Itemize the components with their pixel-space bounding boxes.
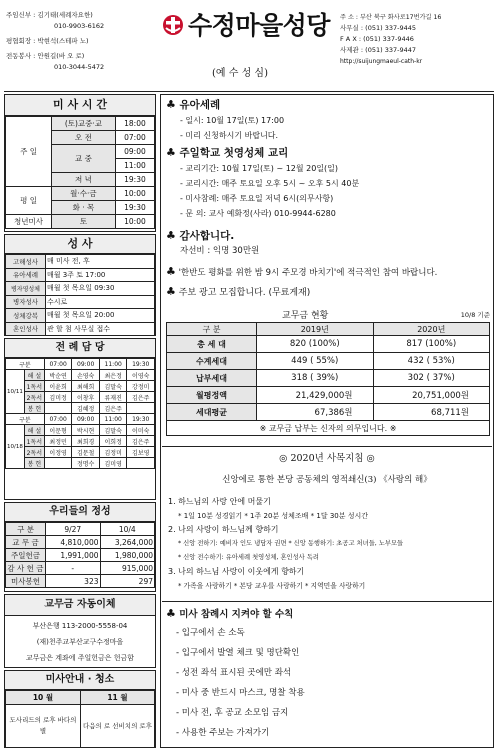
church-subtitle: (예 수 성 심) <box>212 68 268 79</box>
transfer-note: 교무금은 계좌에 주일헌금은 헌금함 <box>25 654 135 662</box>
address-value: 부산 북구 화사로17번가길 16 <box>359 14 442 21</box>
duty-name: 이윤희 <box>44 381 72 392</box>
offering-col: 9/27 <box>46 523 101 536</box>
duty-role: 해 설 <box>24 370 44 381</box>
website-link[interactable]: http://suijungmaeul-cath-kr <box>340 58 423 65</box>
offering-label: 주일헌금 <box>6 549 46 562</box>
duty-name: 이정영 <box>44 447 72 458</box>
duty-time: 07:00 <box>44 359 72 370</box>
duty-role: 봉 헌 <box>24 403 44 414</box>
duty-name: 김미영 <box>99 458 127 469</box>
mass-group-youth: 청년미사 <box>6 215 52 229</box>
tithe-value: 68,711원 <box>373 404 490 421</box>
tithe-value: 318 ( 39%) <box>257 370 374 387</box>
mass-time: 10:00 <box>115 187 154 201</box>
duty-week-date: 10/18 <box>6 425 25 469</box>
sacrament-label: 혼인성사 <box>6 322 46 336</box>
church-title: 수정마을성당 <box>188 11 330 40</box>
pastoral-head: 1. 하느님의 사랑 안에 머물기 <box>168 497 271 506</box>
duty-role: 1독서 <box>24 381 44 392</box>
mass-time: 11:00 <box>115 159 154 173</box>
duty-time: 09:00 <box>72 414 100 425</box>
offering-value: 4,810,000 <box>46 536 101 549</box>
club-icon: ♣ <box>166 607 176 620</box>
duty-name: 박순연 <box>44 370 72 381</box>
offering-box <box>4 502 156 592</box>
rules-item: - 입구에서 손 소독 <box>176 628 245 638</box>
tithe-value: 67,386원 <box>257 404 374 421</box>
duty-name: 김정미 <box>99 447 127 458</box>
tithe-value: 302 ( 37%) <box>373 370 490 387</box>
guide-title: 미사안내 · 청소 <box>5 671 155 690</box>
council-name: 박현석(스테파 노) <box>37 37 89 45</box>
rules-title: 미사 참례시 지켜야 할 수칙 <box>179 609 294 620</box>
offering-title: 우리들의 정성 <box>5 503 155 522</box>
tithe-footer: ※ 교무금 납부는 신자의 의무입니다. ※ <box>167 421 490 436</box>
mass-times-table <box>5 116 155 229</box>
club-icon: ♣ <box>166 146 176 159</box>
mass-day: 월·수·금 <box>52 187 116 201</box>
guide-value: 도사리드의 로후 바다의 별 <box>6 705 81 748</box>
header <box>0 0 498 92</box>
tithe-table <box>166 322 490 436</box>
duty-name: 김미정 <box>44 392 72 403</box>
rectory-phone: (051) 337-9447 <box>365 46 417 54</box>
pastoral-subtitle: 신앙에로 통한 본당 공동체의 영적쇄신(3) 《사랑의 해》 <box>222 475 432 485</box>
baptism-section <box>166 97 490 143</box>
thanks-title: 감사합니다. <box>179 230 235 242</box>
tithe-note: 10/8 기준 <box>460 311 490 319</box>
offering-col: 구 분 <box>6 523 46 536</box>
priest-name: 김기태(세례자요한) <box>37 11 93 19</box>
duty-name: 김은주 <box>127 392 155 403</box>
duty-role: 2독서 <box>24 447 44 458</box>
tithe-value: 432 ( 53%) <box>373 353 490 370</box>
sacrament-value: 관 할 첨 사무실 접수 <box>46 322 155 336</box>
pastoral-body: * 신앙 전하기: 예비자 인도 냉담자 권면 * 신앙 동행하기: 초공고 처녀들, 노부모들 <box>178 540 404 547</box>
offering-value: 297 <box>100 575 155 588</box>
offering-label: 미사봉헌 <box>6 575 46 588</box>
sacrament-title: 성 사 <box>5 235 155 254</box>
sacrament-value: 매월 3주 토 17:00 <box>46 268 155 282</box>
duty-name <box>44 458 72 469</box>
fax-label: F A X : <box>340 35 362 43</box>
guide-box <box>4 670 156 748</box>
duty-name: 김혜정 <box>72 403 100 414</box>
baptism-item: - 미리 신청하시기 바랍니다. <box>180 131 279 140</box>
tithe-value: 449 ( 55%) <box>257 353 374 370</box>
sacrament-label: 유아세례 <box>6 268 46 282</box>
mass-time: 10:00 <box>115 215 154 229</box>
volunteer-name: 안원길(바 오 로) <box>37 52 85 60</box>
duty-name: 김말숙 <box>99 425 127 436</box>
mass-day: 저 녁 <box>52 173 116 187</box>
offering-value: 915,000 <box>100 562 155 575</box>
duty-time: 19:30 <box>127 414 155 425</box>
pastoral-body: * 신앙 전수하기: 유아세례 첫영성체, 혼인성사 독려 <box>178 554 319 561</box>
rules-item: - 사용한 주보는 가져가기 <box>176 728 270 738</box>
sacrament-label: 고해성사 <box>6 255 46 269</box>
duty-name <box>44 403 72 414</box>
address-label: 주 소 : <box>340 14 358 21</box>
duty-name: 김말숙 <box>99 381 127 392</box>
duty-name: 손영숙 <box>72 370 100 381</box>
communion-item: - 문 의: 교사 예화정(사라) 010-9944-6280 <box>180 209 336 218</box>
mass-time: 18:00 <box>115 117 154 131</box>
duty-header-blank: 구분 <box>6 414 45 425</box>
pastoral-head: 2. 나의 사랑이 하느님께 향하기 <box>168 525 279 534</box>
tithe-col: 2019년 <box>257 323 374 336</box>
club-icon: ♣ <box>166 285 176 298</box>
transfer-title: 교무금 자동이체 <box>5 595 155 616</box>
account-holder: (재)천주교부산교구수정마을 <box>36 638 124 646</box>
tithe-col: 2020년 <box>373 323 490 336</box>
header-left-info <box>6 10 146 73</box>
mass-day: 화 · 목 <box>52 201 116 215</box>
duty-name <box>127 458 155 469</box>
communion-section <box>166 145 490 221</box>
baptism-title: 유아세례 <box>179 99 221 111</box>
tithe-label: 수계세대 <box>167 353 257 370</box>
pastoral-head: 3. 나의 하느님 사랑이 이웃에게 향하기 <box>168 567 305 576</box>
liturgy-duty-box <box>4 338 156 500</box>
offering-value: 3,264,000 <box>100 536 155 549</box>
duty-name: 이영숙 <box>127 370 155 381</box>
duty-name: 이미숙 <box>127 425 155 436</box>
office-label: 사무실 : <box>340 24 364 32</box>
peace-text: '한반도 평화를 위한 밤 9시 주모경 바치기'에 적극적인 참여 바랍니다. <box>178 268 438 278</box>
communion-title: 주일학교 첫영성체 교리 <box>179 147 289 159</box>
communion-item: - 교리기간: 10월 17일(토) ~ 12월 20일(일) <box>180 164 339 173</box>
duty-role: 1독서 <box>24 436 44 447</box>
communion-item: - 교리시간: 매주 토요일 오후 5시 ~ 오후 5시 40분 <box>180 179 360 188</box>
offering-value: 1,980,000 <box>100 549 155 562</box>
guide-table <box>5 690 155 748</box>
mass-day: 토 <box>52 215 116 229</box>
tithe-label: 납부세대 <box>167 370 257 387</box>
sacrament-box <box>4 234 156 336</box>
volunteer-phone: 010-3044-5472 <box>54 63 105 71</box>
rules-item: - 미사 중 반드시 마스크, 명찰 착용 <box>176 688 305 698</box>
tithe-label: 월평정액 <box>167 387 257 404</box>
header-right-info <box>340 12 496 67</box>
priest-label: 주임신부 : <box>6 11 36 19</box>
rules-item: - 입구에서 발열 체크 및 명단확인 <box>176 648 300 658</box>
mass-time: 07:00 <box>115 131 154 145</box>
duty-name: 박시현 <box>72 425 100 436</box>
guide-month: 10 월 <box>6 691 81 705</box>
guide-month: 11 월 <box>81 691 155 705</box>
pastoral-title: ◎ 2020년 사목지침 ◎ <box>279 453 375 464</box>
mass-group-weekday: 평 일 <box>6 187 52 215</box>
offering-value: 323 <box>46 575 101 588</box>
sacrament-value: 매월 첫 목요일 09:30 <box>46 282 155 296</box>
rules-section <box>166 606 490 743</box>
volunteer-label: 전동봉사 : <box>6 52 36 60</box>
baptism-item: - 일시: 10월 17일(토) 17:00 <box>180 116 285 125</box>
priest-phone: 010-9903-6162 <box>54 22 105 30</box>
tithe-label: 세대평균 <box>167 404 257 421</box>
mass-day: 교 중 <box>52 145 116 173</box>
duty-name: 김보영 <box>127 447 155 458</box>
pastoral-body: * 1일 10분 성경읽기 * 1주 20분 성체조배 * 1달 30분 성시간 <box>178 512 369 520</box>
duty-name: 김은주 <box>99 403 127 414</box>
duty-name: 최해희 <box>72 381 100 392</box>
transfer-box <box>4 594 156 668</box>
header-divider <box>4 91 494 92</box>
rectory-label: 사제관 : <box>340 46 364 54</box>
pastoral-section <box>162 446 492 602</box>
sacrament-label: 병자성사 <box>6 295 46 309</box>
club-icon: ♣ <box>166 265 176 278</box>
mass-time: 19:30 <box>115 173 154 187</box>
offering-label: 교 무 금 <box>6 536 46 549</box>
duty-header-blank: 구분 <box>6 359 45 370</box>
rules-item: - 성전 좌석 표시된 곳에만 좌석 <box>176 668 292 678</box>
thanks-line: 자선비 : 익명 30만원 <box>180 246 260 256</box>
duty-name: 최희경 <box>72 436 100 447</box>
duty-role: 봉 헌 <box>24 458 44 469</box>
duty-name: 강정미 <box>127 381 155 392</box>
fax-number: (051) 337-9446 <box>363 35 414 43</box>
duty-name: 김문철 <box>72 447 100 458</box>
guide-value: 다음의 로 선비치의 로후 <box>81 705 155 748</box>
duty-name: 정명수 <box>72 458 100 469</box>
mass-time: 19:30 <box>115 201 154 215</box>
pastoral-body: * 가족을 사랑하기 * 본당 교우를 사랑하기 * 지역민을 사랑하기 <box>178 582 366 590</box>
duty-role: 2독서 <box>24 392 44 403</box>
mass-times-box <box>4 94 156 232</box>
tithe-title: 교무금 현황 <box>282 311 329 321</box>
tithe-value: 817 (100%) <box>373 336 490 353</box>
rules-item: - 미사 전, 후 공교 소모임 금지 <box>176 708 289 718</box>
council-label: 평협회장 : <box>6 37 36 45</box>
duty-time: 11:00 <box>99 359 127 370</box>
club-icon: ♣ <box>166 98 176 111</box>
duty-time: 11:00 <box>99 414 127 425</box>
offering-col: 10/4 <box>100 523 155 536</box>
liturgy-duty-table <box>5 358 155 469</box>
duty-name: 이문형 <box>44 425 72 436</box>
tithe-col: 구 분 <box>167 323 257 336</box>
offering-table <box>5 522 155 588</box>
duty-name: 최은정 <box>99 370 127 381</box>
offering-label: 감 사 헌 금 <box>7 563 44 573</box>
tithe-label: 총 세 대 <box>167 336 257 353</box>
sacrament-table <box>5 254 155 336</box>
mass-group-sunday: 주 일 <box>6 117 52 187</box>
ads-section <box>166 284 490 301</box>
offering-value: - <box>46 562 101 575</box>
duty-week-date: 10/11 <box>6 370 25 414</box>
club-icon: ♣ <box>166 229 176 242</box>
mass-time: 09:00 <box>115 145 154 159</box>
office-phone: (051) 337-9445 <box>365 24 417 32</box>
duty-time: 19:30 <box>127 359 155 370</box>
sacrament-value: 수시로 <box>46 295 155 309</box>
duty-name: 이창후 <box>72 392 100 403</box>
duty-name: 이희정 <box>99 436 127 447</box>
sacrament-label: 병자영성체 <box>6 282 46 296</box>
duty-name: 류재진 <box>99 392 127 403</box>
communion-item: - 미사참례: 매주 토요일 저녁 6시(의무사항) <box>180 194 334 203</box>
sacrament-value: 매 미사 전, 후 <box>46 255 155 269</box>
tithe-value: 820 (100%) <box>257 336 374 353</box>
duty-name <box>127 403 155 414</box>
ads-text: 주보 광고 모집합니다. (무료게재) <box>178 288 311 298</box>
duty-name: 최정민 <box>44 436 72 447</box>
thanks-section <box>166 228 490 259</box>
duty-name: 김은주 <box>127 436 155 447</box>
duty-time: 09:00 <box>72 359 100 370</box>
duty-time: 07:00 <box>44 414 72 425</box>
mass-times-title: 미 사 시 간 <box>5 95 155 116</box>
offering-value: 1,991,000 <box>46 549 101 562</box>
tithe-value: 21,429,000원 <box>257 387 374 404</box>
mass-day: 오 전 <box>52 131 116 145</box>
bank-account: 부산은행 113-2000-5558-04 <box>32 622 128 630</box>
sacrament-value: 매월 첫 목요일 20:00 <box>46 309 155 323</box>
sacrament-label: 성체강복 <box>6 309 46 323</box>
tithe-value: 20,751,000원 <box>373 387 490 404</box>
duty-role: 해 설 <box>24 425 44 436</box>
church-logo-icon <box>162 14 184 36</box>
mass-day: (토)교중·교 <box>52 117 116 131</box>
peace-section <box>166 264 492 281</box>
liturgy-duty-title: 전 례 담 당 <box>5 339 155 358</box>
